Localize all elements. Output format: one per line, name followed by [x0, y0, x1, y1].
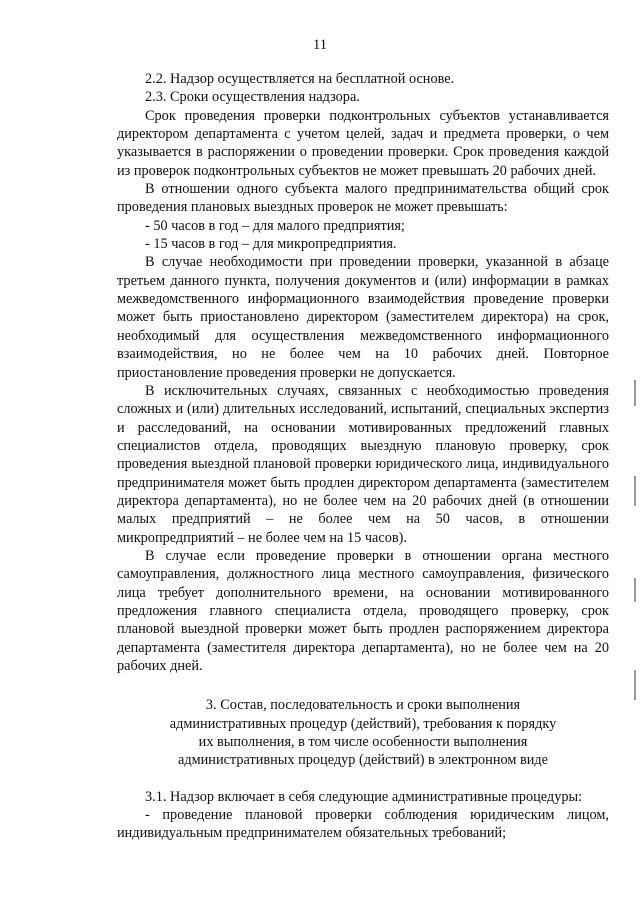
paragraph-exceptional-cases: В исключительных случаях, связанных с необходимостью проведения сложных и (или) длительных исследований, испытаний, специальных экспертиз и расследований, на основании мотивированных предложений главных специалистов отдела, проводящих выездную плановую проверку, срок проведения выездной плановой проверки юридического лица, индивидуального предпринимателя может быть продлен директором департамента (заместителем директора департамента), но не более чем на 20 рабочих дней (в отношении малых предприятий – не более чем на 50 часов, в отношении микропредприятий – не более чем на 15 часов).: [117, 382, 609, 546]
list-item-micro-enterprise: - 15 часов в год – для микропредприятия.: [145, 236, 397, 253]
list-item-small-enterprise: - 50 часов в год – для малого предприятия;: [145, 217, 405, 234]
section-heading-line: административных процедур (действий), требования к порядку: [169, 715, 557, 732]
paragraph-local-government: В случае если проведение проверки в отношении органа местного самоуправления, должностного лица местного самоуправления, физического лица требует дополнительного времени, на основании мотивированного предложения главного специалиста отдела, проводящего проверку, срок плановой выездной проверки может быть продлен распоряжением директора департамента (заместителя директора департамента), но не более чем на 20 рабочих дней.: [117, 547, 609, 674]
paragraph-small-business-term: В отношении одного субъекта малого предпринимательства общий срок проведения плановых выездных проверок не может превышать:: [117, 181, 609, 216]
section-heading-line: административных процедур (действий) в электронном виде: [177, 752, 549, 769]
page-number: 11: [313, 37, 327, 53]
paragraph-3-1: 3.1. Надзор включает в себя следующие административные процедуры:: [145, 788, 583, 805]
list-item-planned-inspection: - проведение плановой проверки соблюдения юридическим лицом, индивидуальным предпринимателем обязательных требований;: [117, 807, 609, 842]
document-body: [117, 70, 609, 843]
paragraph-2-2: 2.2. Надзор осуществляется на бесплатной основе.: [145, 71, 455, 87]
scan-edge-mark: [634, 578, 636, 602]
section-3-heading: [117, 696, 609, 769]
paragraph-suspension: В случае необходимости при проведении проверки, указанной в абзаце третьем данного пункта, получения документов и (или) информации в рамках межведомственного информационного взаимодействия проведение проверки может быть приостановлено директором (заместителем директора) на срок, необходимый для осуществления межведомственного информационного взаимодействия, но не более чем на 10 рабочих дней. Повторное приостановление проведения проверки не допускается.: [117, 254, 609, 381]
section-heading-line: 3. Состав, последовательность и сроки выполнения: [205, 697, 521, 714]
scan-edge-marks: [634, 380, 637, 710]
scan-edge-mark: [634, 476, 636, 506]
paragraph-inspection-term: Срок проведения проверки подконтрольных субъектов устанавливается директором департамента с учетом целей, задач и предмета проверки, о чем указывается в распоряжении о проведении проверки. Срок проведения каждой из проверок подконтрольных субъектов не может превышать 20 рабочих дней.: [117, 107, 609, 179]
scan-edge-mark: [634, 670, 636, 700]
scan-edge-mark: [634, 380, 636, 406]
paragraph-2-3: 2.3. Сроки осуществления надзора.: [145, 89, 360, 106]
section-heading-line: их выполнения, в том числе особенности выполнения: [198, 734, 528, 751]
